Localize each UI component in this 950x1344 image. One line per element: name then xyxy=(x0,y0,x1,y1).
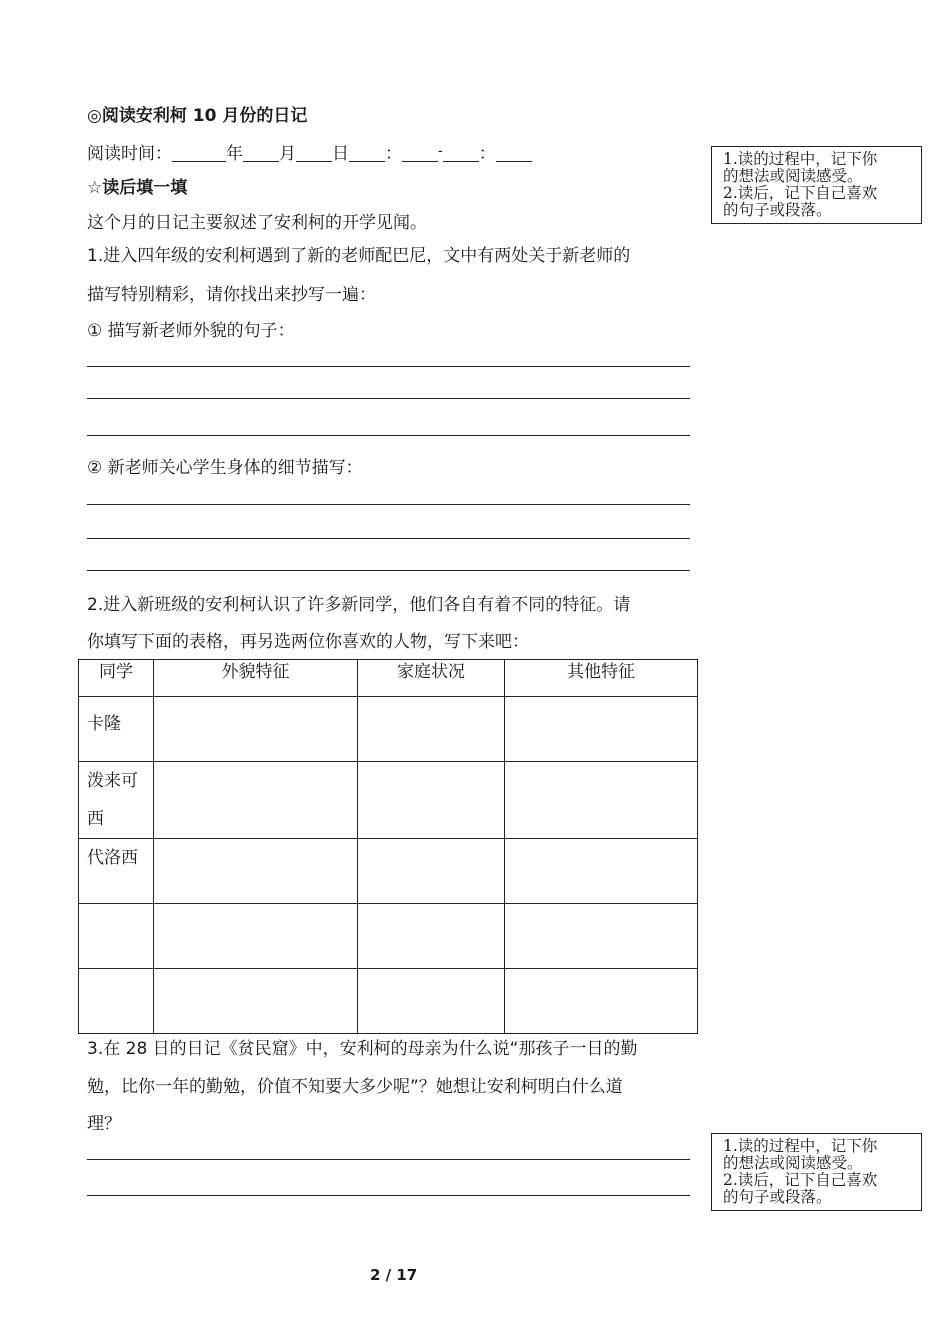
q1-text-line2: 描写特别精彩，请你找出来抄写一遍： xyxy=(87,285,376,305)
classmate-name-cell xyxy=(79,697,154,762)
q1-subquestion-2: ② 新老师关心学生身体的细节描写： xyxy=(87,458,363,478)
answer-line[interactable] xyxy=(87,504,690,505)
day-blank[interactable] xyxy=(296,143,332,162)
time-colon-2: ： xyxy=(478,144,496,164)
q1-subquestion-1: ① 描写新老师外貌的句子： xyxy=(87,321,295,341)
classmate-name-continued: 西 xyxy=(87,809,104,829)
answer-line[interactable] xyxy=(87,570,690,571)
side-note-line: 的想法或阅读感受。 xyxy=(723,1154,863,1172)
classmate-name: 泼来可 xyxy=(87,771,138,791)
time-colon: ： xyxy=(385,144,402,164)
side-note-box xyxy=(711,146,922,224)
side-note-line: 2.读后，记下自己喜欢 xyxy=(723,184,878,202)
classmate-name-cell xyxy=(79,762,154,839)
q2-text-line2: 你填写下面的表格，再另选两位你喜欢的人物，写下来吧： xyxy=(87,632,529,652)
answer-line[interactable] xyxy=(87,398,690,399)
reading-time-label: 阅读时间： xyxy=(87,144,172,164)
table-row xyxy=(79,904,698,969)
q3-text-line1: 3.在 28 日的日记《贫民窟》中，安利柯的母亲为什么说“那孩子一日的勤 xyxy=(87,1039,638,1059)
q1-text-line1: 1.进入四年级的安利柯遇到了新的老师配巴尼，文中有两处关于新老师的 xyxy=(87,246,631,266)
side-note-line: 的想法或阅读感受。 xyxy=(723,167,863,185)
q3-text-line3: 理？ xyxy=(87,1114,121,1134)
start-minute-blank[interactable] xyxy=(402,143,438,162)
year-label: 年 xyxy=(226,144,243,164)
intro-text: 这个月的日记主要叙述了安利柯的开学见闻。 xyxy=(87,213,427,233)
side-note-line: 2.读后，记下自己喜欢 xyxy=(723,1171,878,1189)
appearance-cell[interactable] xyxy=(154,697,358,762)
start-hour-blank[interactable] xyxy=(349,143,385,162)
header-classmate: 同学 xyxy=(79,660,154,697)
time-dash: - xyxy=(438,144,443,159)
page-number: 2 / 17 xyxy=(370,1266,418,1284)
appearance-cell[interactable] xyxy=(154,839,358,904)
family-cell[interactable] xyxy=(358,697,505,762)
year-blank[interactable] xyxy=(172,143,226,162)
appearance-cell[interactable] xyxy=(154,969,358,1034)
answer-line[interactable] xyxy=(87,1159,690,1160)
other-cell[interactable] xyxy=(505,762,698,839)
answer-line[interactable] xyxy=(87,1195,690,1196)
table-row xyxy=(79,697,698,762)
day-label: 日 xyxy=(332,144,349,164)
classmates-table xyxy=(78,659,698,1034)
family-cell[interactable] xyxy=(358,839,505,904)
page-title: ◎阅读安利柯 10 月份的日记 xyxy=(87,106,308,126)
table-row xyxy=(79,839,698,904)
other-cell[interactable] xyxy=(505,904,698,969)
month-label: 月 xyxy=(279,144,296,164)
month-blank[interactable] xyxy=(243,143,279,162)
side-note-box xyxy=(711,1133,922,1211)
appearance-cell[interactable] xyxy=(154,904,358,969)
classmate-name-cell xyxy=(79,839,154,904)
other-cell[interactable] xyxy=(505,697,698,762)
header-other: 其他特征 xyxy=(505,660,698,697)
side-note-line: 的句子或段落。 xyxy=(723,1188,832,1206)
appearance-cell[interactable] xyxy=(154,762,358,839)
reading-time-row xyxy=(87,139,532,164)
table-row xyxy=(79,762,698,839)
header-appearance: 外貌特征 xyxy=(154,660,358,697)
end-hour-blank[interactable] xyxy=(443,143,479,162)
side-note-line: 1.读的过程中，记下你 xyxy=(723,150,878,168)
other-cell[interactable] xyxy=(505,969,698,1034)
classmate-name-cell[interactable] xyxy=(79,904,154,969)
family-cell[interactable] xyxy=(358,762,505,839)
table-header-row xyxy=(79,660,698,697)
answer-line[interactable] xyxy=(87,538,690,539)
side-note-line: 1.读的过程中，记下你 xyxy=(723,1137,878,1155)
answer-line[interactable] xyxy=(87,435,690,436)
family-cell[interactable] xyxy=(358,904,505,969)
other-cell[interactable] xyxy=(505,839,698,904)
q2-text-line1: 2.进入新班级的安利柯认识了许多新同学，他们各自有着不同的特征。请 xyxy=(87,595,631,615)
table-row xyxy=(79,969,698,1034)
end-minute-blank[interactable] xyxy=(496,143,532,162)
classmate-name: 卡隆 xyxy=(87,714,121,734)
section-title: ☆读后填一填 xyxy=(87,178,188,198)
classmate-name-cell[interactable] xyxy=(79,969,154,1034)
classmate-name: 代洛西 xyxy=(87,848,138,868)
q3-text-line2: 勉，比你一年的勤勉，价值不知要大多少呢”？她想让安利柯明白什么道 xyxy=(87,1077,623,1097)
side-note-line: 的句子或段落。 xyxy=(723,201,832,219)
header-family: 家庭状况 xyxy=(358,660,505,697)
family-cell[interactable] xyxy=(358,969,505,1034)
answer-line[interactable] xyxy=(87,366,690,367)
